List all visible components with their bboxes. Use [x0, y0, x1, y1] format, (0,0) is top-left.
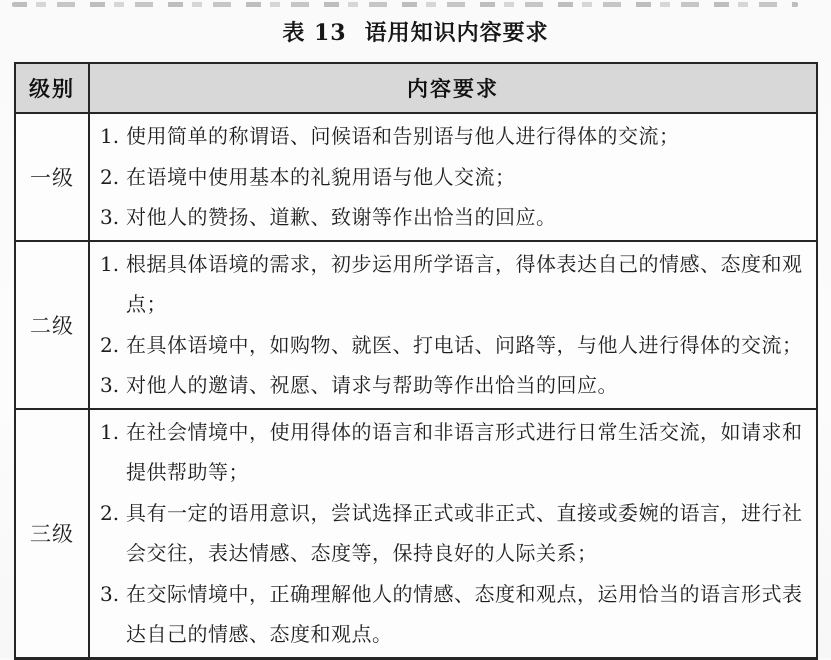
- requirement-item: [100, 244, 812, 325]
- level-3-label: 三级: [15, 409, 89, 659]
- level-2-label: 二级: [15, 241, 89, 409]
- item-text: 根据具体语境的需求，初步运用所学语言，得体表达自己的情感、态度和观点；: [126, 251, 803, 316]
- cropped-previous-line-remnant: [12, 2, 798, 7]
- level-1-content-cell: [89, 113, 817, 241]
- item-text: 在社会情境中，使用得体的语言和非语言形式进行日常生活交流，如请求和提供帮助等；: [126, 419, 803, 484]
- item-number: 2.: [100, 332, 120, 357]
- level-1-label: 一级: [15, 113, 89, 241]
- requirement-item: [100, 412, 812, 493]
- item-text: 在交际情境中，正确理解他人的情感、态度和观点，运用恰当的语言形式表达自己的情感、态度和观点。: [126, 581, 803, 646]
- item-number: 2.: [100, 164, 120, 189]
- requirement-item: [100, 157, 812, 198]
- item-number: 2.: [100, 500, 120, 525]
- item-text: 对他人的赞扬、道歉、致谢等作出恰当的回应。: [126, 205, 557, 229]
- requirement-item: [100, 197, 812, 238]
- item-number: 1.: [100, 419, 120, 444]
- item-text: 对他人的邀请、祝愿、请求与帮助等作出恰当的回应。: [126, 373, 618, 397]
- table-row-level-1: [15, 113, 817, 241]
- item-text: 在语境中使用基本的礼貌用语与他人交流；: [126, 164, 516, 189]
- table-row-level-3: [15, 409, 817, 659]
- item-number: 1.: [100, 124, 120, 148]
- item-text: 使用简单的称谓语、问候语和告别语与他人进行得体的交流；: [126, 124, 680, 148]
- item-number: 3.: [100, 205, 120, 229]
- requirement-item: [100, 365, 812, 406]
- item-number: 3.: [100, 373, 120, 397]
- item-number: 3.: [100, 581, 120, 606]
- item-text: 具有一定的语用意识，尝试选择正式或非正式、直接或委婉的语言，进行社会交往，表达情感、态度等，保持良好的人际关系；: [126, 500, 803, 565]
- table-caption-label: 表 13: [282, 20, 347, 46]
- level-2-content-cell: [89, 241, 817, 409]
- pragmatic-knowledge-requirements-table: [14, 62, 818, 660]
- table-caption: [0, 16, 831, 47]
- requirement-item: [100, 325, 812, 366]
- header-cell-level: 级别: [15, 63, 89, 113]
- table-header-row: [15, 63, 817, 113]
- item-number: 1.: [100, 251, 120, 276]
- table-row-level-2: [15, 241, 817, 409]
- level-3-content-cell: [89, 409, 817, 659]
- requirement-item: [100, 574, 812, 655]
- table-caption-title: 语用知识内容要求: [364, 20, 549, 46]
- item-text: 在具体语境中，如购物、就医、打电话、问路等，与他人进行得体的交流；: [126, 332, 803, 357]
- requirement-item: [100, 493, 812, 574]
- requirement-item: [100, 116, 812, 157]
- header-cell-content: 内容要求: [89, 63, 817, 113]
